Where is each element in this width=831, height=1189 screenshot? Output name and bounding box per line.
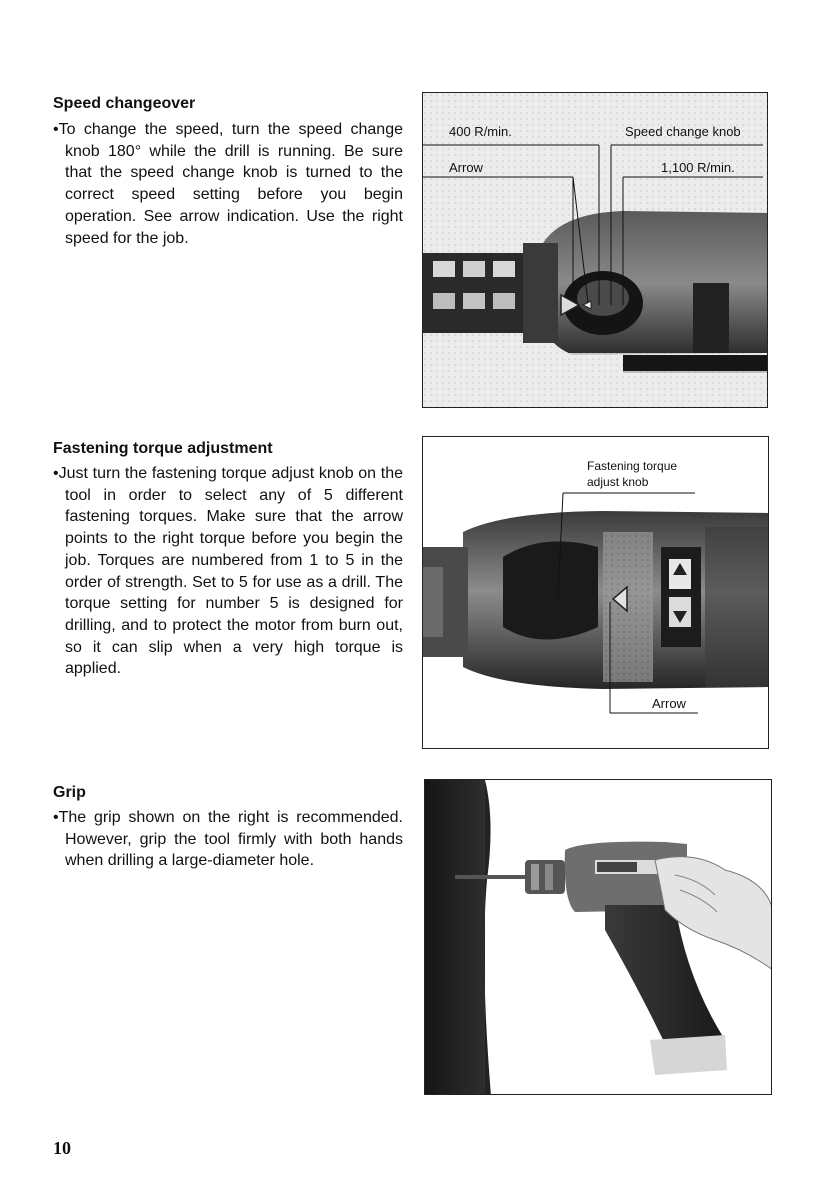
- speed-changeover-text: [53, 119, 403, 249]
- page-number: 10: [53, 1138, 71, 1158]
- speed-change-photo: [422, 92, 768, 408]
- grip-heading: Grip: [53, 784, 86, 801]
- drill-bit-shape: [455, 875, 525, 879]
- bullet-marker: •: [53, 465, 59, 482]
- torque-adjust-photo: [422, 436, 769, 749]
- torque-text: [53, 463, 403, 680]
- bullet-marker: •: [53, 809, 59, 826]
- torque-heading: Fastening torque adjustment: [53, 440, 273, 457]
- grip-body: The grip shown on the right is recommended. However, grip the tool firmly with both hands when drilling a large-diameter hole.: [58, 809, 403, 870]
- torque-knob-label-line1: Fastening torque: [587, 459, 678, 473]
- speed-changeover-heading: Speed changeover: [53, 95, 196, 112]
- speed-arrow-label: Arrow: [449, 160, 483, 175]
- high-speed-label: 1,100 R/min.: [661, 160, 735, 175]
- torque-body: Just turn the fastening torque adjust knob on the tool in order to select any of 5 different fastening torques. Make sure that the arrow points to the right torque before you begin the job. Torques are numbered from 1 to 5 in the order of strength. Set to 5 for use as a drill. The torque setting for number 5 is designed for drilling, and to protect the motor from burn out, so it can slip when a very high torque is applied.: [58, 465, 403, 678]
- speed-knob-label: Speed change knob: [625, 124, 741, 139]
- grip-illustration: [425, 780, 772, 1095]
- torque-knob-label-line2: adjust knob: [587, 475, 649, 489]
- wall-surface-shape: [425, 780, 485, 1095]
- speed-changeover-body: To change the speed, turn the speed change knob 180° while the drill is running. Be sure that the speed change knob is turned to the correct speed setting before you begin operation. See arrow indication. Use the right speed for the job.: [58, 121, 403, 247]
- grip-text: [53, 807, 403, 872]
- speed-drill-illustration: [423, 93, 768, 408]
- bullet-marker: •: [53, 121, 59, 138]
- torque-arrow-label: Arrow: [652, 696, 686, 711]
- low-speed-label: 400 R/min.: [449, 124, 512, 139]
- grip-photo: [424, 779, 772, 1095]
